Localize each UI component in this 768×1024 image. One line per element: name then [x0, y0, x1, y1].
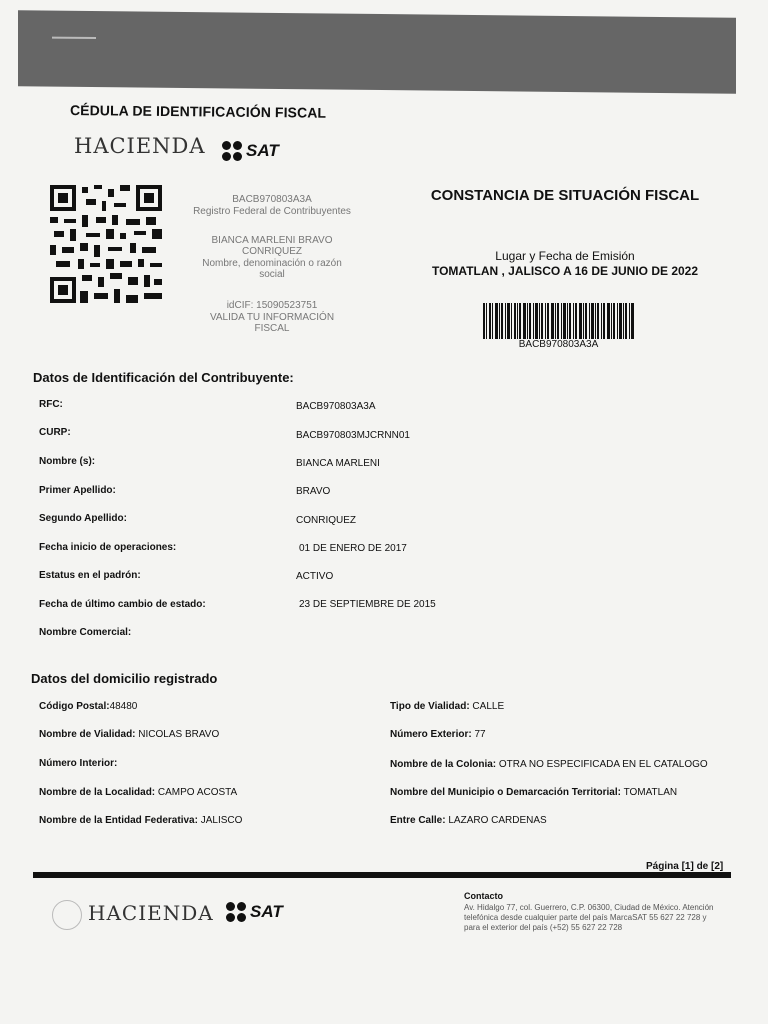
qr-code-icon [50, 185, 162, 303]
sat-logo [222, 141, 279, 161]
footer-hacienda-logo [88, 901, 214, 925]
barcode-text: BACB970803A3A [518, 339, 599, 350]
value-ultimo-cambio: 23 DE SEPTIEMBRE DE 2015 [299, 599, 436, 610]
addr-numero-exterior: Número Exterior: 77 [390, 729, 486, 740]
scratch-mark [52, 37, 96, 39]
contact-title: Contacto [464, 891, 503, 901]
card-idcif: idCIF: 15090523751 [226, 300, 318, 311]
label-segundo-apellido: Segundo Apellido: [39, 513, 127, 524]
label-curp: CURP: [39, 427, 71, 438]
label-ultimo-cambio: Fecha de último cambio de estado: [39, 599, 206, 610]
value-primer-apellido: BRAVO [296, 486, 331, 497]
label-fecha-inicio: Fecha inicio de operaciones: [39, 542, 177, 553]
scanner-edge-bar [18, 10, 736, 94]
card-valida: VALIDA TU INFORMACIÓN FISCAL [209, 312, 335, 334]
identificacion-title: Datos de Identificación del Contribuyente: [33, 370, 294, 385]
lugar-label: Lugar y Fecha de Emisión [495, 249, 635, 263]
value-fecha-inicio: 01 DE ENERO DE 2017 [299, 543, 407, 554]
value-curp: BACB970803MJCRNN01 [296, 430, 410, 441]
value-nombre: BIANCA MARLENI [296, 458, 380, 469]
contact-text: Av. Hidalgo 77, col. Guerrero, C.P. 06300, Ciudad de México. Atención telefónica desde cualquier parte del país MarcaSAT 55 627 22 728 y para el exterior del país (+52) 55 627 22 728 [464, 903, 714, 932]
addr-entidad: Nombre de la Entidad Federativa: JALISCO [39, 815, 243, 826]
label-nombre-comercial: Nombre Comercial: [39, 627, 132, 638]
value-estatus: ACTIVO [296, 571, 334, 582]
card-name-label: Nombre, denominación o razón social [202, 258, 342, 280]
sat-dots-icon [222, 141, 242, 161]
addr-entre-calle: Entre Calle: LAZARO CARDENAS [390, 815, 547, 826]
government-seal-icon [52, 900, 82, 930]
label-nombre: Nombre (s): [39, 456, 96, 467]
addr-tipo-vialidad: Tipo de Vialidad: CALLE [390, 701, 505, 712]
label-rfc: RFC: [39, 399, 63, 410]
page-number: Página [1] de [2] [646, 861, 724, 872]
value-rfc: BACB970803A3A [296, 401, 376, 412]
barcode-icon [483, 303, 634, 339]
footer-divider [33, 872, 731, 878]
sat-logo-text: SAT [246, 141, 279, 160]
footer-hacienda-logo-text: HACIENDA [88, 901, 214, 925]
card-rfc: BACB970803A3A [232, 194, 312, 205]
footer-sat-logo [226, 902, 283, 922]
value-segundo-apellido: CONRIQUEZ [296, 515, 356, 526]
card-rfc-label: Registro Federal de Contribuyentes [193, 206, 351, 217]
addr-vialidad: Nombre de Vialidad: NICOLAS BRAVO [39, 729, 220, 740]
cedula-title: CÉDULA DE IDENTIFICACIÓN FISCAL [69, 102, 327, 121]
addr-localidad: Nombre de la Localidad: CAMPO ACOSTA [39, 787, 238, 798]
label-primer-apellido: Primer Apellido: [39, 485, 116, 496]
constancia-title: CONSTANCIA DE SITUACIÓN FISCAL [430, 187, 700, 204]
card-name: BIANCA MARLENI BRAVO CONRIQUEZ [211, 235, 333, 257]
hacienda-logo [74, 134, 206, 156]
addr-municipio: Nombre del Municipio o Demarcación Territorial: TOMATLAN [390, 787, 678, 798]
hacienda-logo-text: HACIENDA [74, 134, 206, 158]
addr-colonia: Nombre de la Colonia: OTRA NO ESPECIFICADA EN EL CATALOGO [390, 759, 708, 770]
label-estatus: Estatus en el padrón: [39, 570, 141, 581]
footer-sat-logo-text: SAT [250, 902, 283, 921]
lugar-value: TOMATLAN , JALISCO A 16 DE JUNIO DE 2022 [431, 264, 699, 278]
domicilio-title: Datos del domicilio registrado [31, 671, 218, 686]
addr-numero-interior: Número Interior: [39, 758, 118, 769]
footer-sat-dots-icon [226, 902, 246, 922]
addr-codigo-postal: Código Postal:48480 [39, 701, 138, 712]
